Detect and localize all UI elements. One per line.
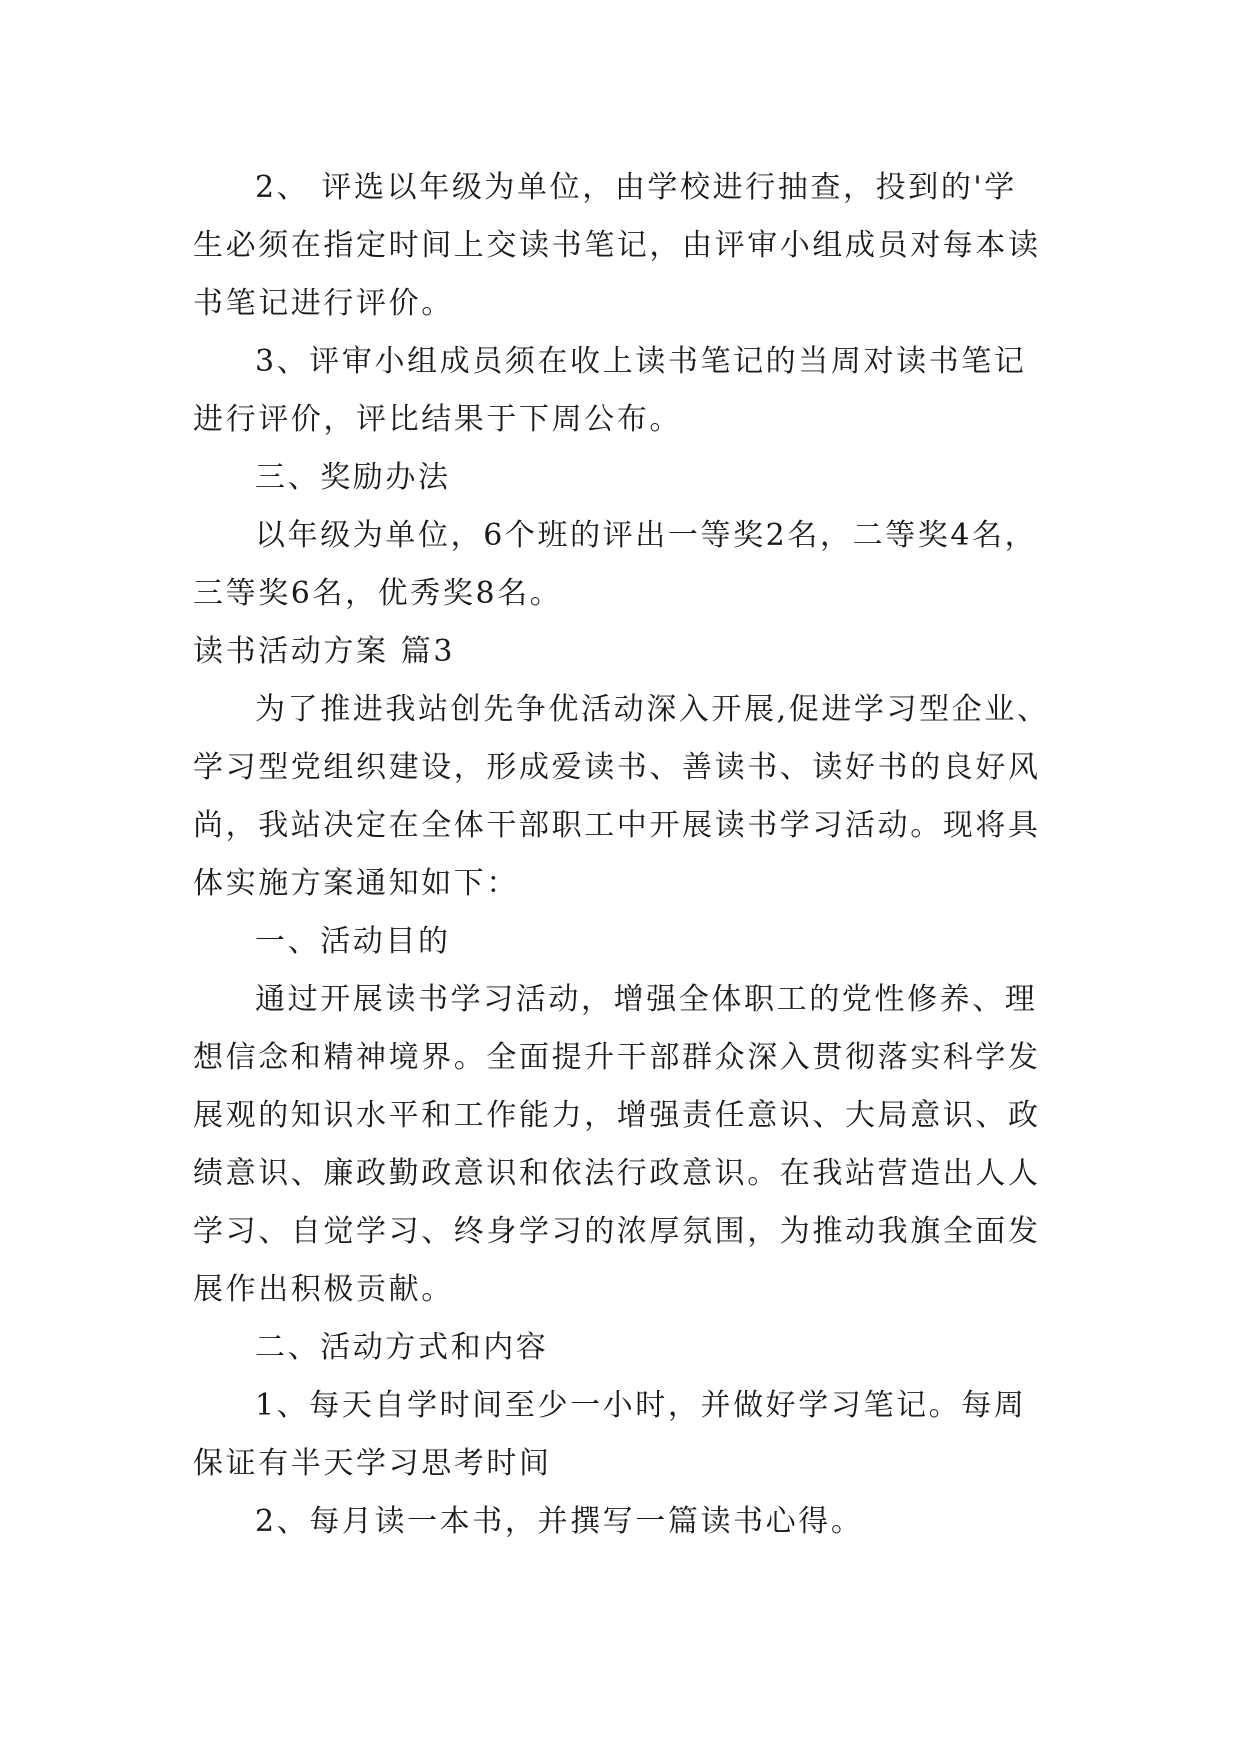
paragraph-line: 三等奖6名，优秀奖8名。: [193, 576, 563, 611]
paragraph-line: 绩意识、廉政勤政意识和依法行政意识。在我站营造出人人: [193, 1156, 1041, 1191]
article-title: 读书活动方案 篇3: [193, 634, 456, 669]
paragraph-line: 1、每天自学时间至少一小时，并做好学习笔记。每周: [255, 1388, 1027, 1423]
paragraph-line: 学习、自觉学习、终身学习的浓厚氛围，为推动我旗全面发: [193, 1214, 1041, 1249]
section-heading: 一、活动目的: [255, 924, 451, 959]
paragraph-line: 想信念和精神境界。全面提升干部群众深入贯彻落实科学发: [193, 1040, 1041, 1075]
paragraph-line: 书笔记进行评价。: [193, 286, 454, 321]
paragraph-line: 3、评审小组成员须在收上读书笔记的当周对读书笔记: [255, 344, 1027, 379]
paragraph-line: 学习型党组织建设，形成爱读书、善读书、读好书的良好风: [193, 750, 1041, 785]
paragraph-line: 保证有半天学习思考时间: [193, 1446, 552, 1481]
paragraph-line: 生必须在指定时间上交读书笔记，由评审小组成员对每本读: [193, 228, 1041, 263]
paragraph-line: 2、 评选以年级为单位，由学校进行抽查，投到的'学: [255, 170, 1017, 205]
paragraph-line: 展观的知识水平和工作能力，增强责任意识、大局意识、政: [193, 1098, 1041, 1133]
paragraph-line: 通过开展读书学习活动，增强全体职工的党性修养、理: [255, 982, 1038, 1017]
paragraph-line: 为了推进我站创先争优活动深入开展,促进学习型企业、: [255, 692, 1050, 727]
section-heading: 二、活动方式和内容: [255, 1330, 549, 1365]
paragraph-line: 展作出积极贡献。: [193, 1272, 454, 1307]
paragraph-line: 2、每月读一本书，并撰写一篇读书心得。: [255, 1504, 864, 1539]
paragraph-line: 尚，我站决定在全体干部职工中开展读书学习活动。现将具: [193, 808, 1041, 843]
paragraph-line: 体实施方案通知如下：: [193, 866, 519, 901]
section-heading: 三、奖励办法: [255, 460, 451, 495]
paragraph-line: 以年级为单位，6个班的评出一等奖2名，二等奖4名，: [255, 518, 1038, 553]
paragraph-line: 进行评价，评比结果于下周公布。: [193, 402, 682, 437]
